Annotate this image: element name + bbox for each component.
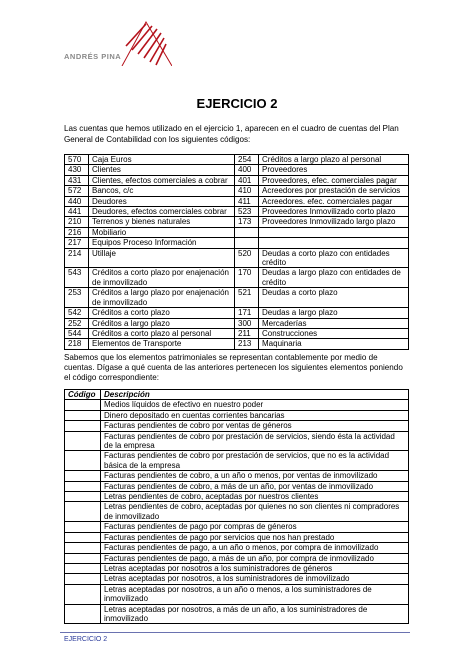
account-name: Créditos a corto plazo	[89, 308, 235, 318]
account-code: 544	[65, 328, 89, 338]
account-name: Acreedores. efec. comerciales pagar	[259, 196, 409, 206]
account-code: 570	[65, 155, 89, 165]
account-name: Proveedores	[259, 165, 409, 175]
account-code: 252	[65, 318, 89, 328]
description-cell: Facturas pendientes de cobro por prestación de servicios, que no es la actividad básica de la empresa	[101, 451, 409, 471]
code-cell[interactable]	[65, 481, 101, 491]
account-name: Clientes, efectos comerciales a cobrar	[89, 175, 235, 185]
code-cell[interactable]	[65, 471, 101, 481]
account-code: 253	[65, 288, 89, 308]
account-code: 520	[235, 248, 259, 268]
table-row	[65, 481, 409, 491]
account-code: 410	[235, 186, 259, 196]
account-code: 411	[235, 196, 259, 206]
account-row	[65, 207, 409, 217]
account-code: 523	[235, 207, 259, 217]
code-cell[interactable]	[65, 584, 101, 604]
account-code: 213	[235, 339, 259, 349]
code-cell[interactable]	[65, 563, 101, 573]
table-row	[65, 563, 409, 573]
account-name: Deudas a largo plazo	[259, 308, 409, 318]
account-name: Deudores	[89, 196, 235, 206]
code-cell[interactable]	[65, 492, 101, 502]
account-name: Construcciones	[259, 328, 409, 338]
table-row	[65, 604, 409, 624]
account-code: 543	[65, 268, 89, 288]
account-row	[65, 248, 409, 268]
description-cell: Letras aceptadas por nosotros, a más de un año, a los suministradores de inmovilizado	[101, 604, 409, 624]
description-cell: Facturas pendientes de pago, a más de un año, por compra de inmovilizado	[101, 553, 409, 563]
account-row	[65, 339, 409, 349]
intro-text: Las cuentas que hemos utilizado en el ejercicio 1, aparecen en el cuadro de cuentas del Plan General de Contabilidad con los siguientes códigos:	[64, 124, 399, 144]
code-cell[interactable]	[65, 451, 101, 471]
account-name: Deudas a largo plazo con entidades de crédito	[259, 268, 409, 288]
account-name: Elementos de Transporte	[89, 339, 235, 349]
table-row	[65, 400, 409, 410]
account-name: Deudores, efectos comerciales cobrar	[89, 207, 235, 217]
description-cell: Facturas pendientes de cobro por prestación de servicios, siendo ésta la actividad de la empresa	[101, 431, 409, 451]
account-code: 171	[235, 308, 259, 318]
table-row	[65, 451, 409, 471]
account-code: 214	[65, 248, 89, 268]
account-name: Utillaje	[89, 248, 235, 268]
accounts-table	[64, 154, 409, 350]
table-row	[65, 532, 409, 542]
account-code: 210	[65, 217, 89, 227]
account-row	[65, 165, 409, 175]
description-cell: Letras aceptadas por nosotros, a los suministradores de inmovilizado	[101, 574, 409, 584]
account-row	[65, 238, 409, 248]
account-code: 521	[235, 288, 259, 308]
table-row	[65, 471, 409, 481]
account-row	[65, 288, 409, 308]
instructions-paragraph: Sabemos que los elementos patrimoniales se representan contablemente por medio de cuentas. Dígase a qué cuenta de las anteriores pertenecen los siguientes elementos poniendo el código correspondiente:	[64, 353, 403, 383]
account-code: 300	[235, 318, 259, 328]
table-row	[65, 502, 409, 522]
account-name: Créditos a corto plazo por enajenación de inmovilizado	[89, 268, 235, 288]
table-row	[65, 553, 409, 563]
description-cell: Letras pendientes de cobro, aceptadas por nuestros clientes	[101, 492, 409, 502]
account-code: 170	[235, 268, 259, 288]
account-name: Deudas a corto plazo	[259, 288, 409, 308]
description-cell: Facturas pendientes de pago por compras de géneros	[101, 522, 409, 532]
description-cell: Facturas pendientes de cobro, a un año o menos, por ventas de inmovilizado	[101, 471, 409, 481]
account-name: Créditos a largo plazo	[89, 318, 235, 328]
account-code: 216	[65, 227, 89, 237]
description-cell: Letras aceptadas por nosotros a los suministradores de géneros	[101, 563, 409, 573]
table-row	[65, 543, 409, 553]
header-codigo: Código	[65, 390, 101, 400]
table-row	[65, 421, 409, 431]
account-code	[235, 238, 259, 248]
account-code	[235, 227, 259, 237]
description-cell: Facturas pendientes de pago, a un año o menos, por compra de inmovilizado	[101, 543, 409, 553]
account-name: Proveedores, efec. comerciales pagar	[259, 175, 409, 185]
page-title: EJERCICIO 2	[196, 96, 278, 111]
account-row	[65, 186, 409, 196]
account-code: 542	[65, 308, 89, 318]
account-row	[65, 318, 409, 328]
code-cell[interactable]	[65, 431, 101, 451]
account-name: Créditos a largo plazo al personal	[259, 155, 409, 165]
account-name: Mobiliario	[89, 227, 235, 237]
account-name: Mercaderías	[259, 318, 409, 328]
account-name: Terrenos y bienes naturales	[89, 217, 235, 227]
footer-text: EJERCICIO 2	[64, 636, 108, 643]
code-cell[interactable]	[65, 543, 101, 553]
code-cell[interactable]	[65, 502, 101, 522]
account-row	[65, 155, 409, 165]
code-cell[interactable]	[65, 410, 101, 420]
account-row	[65, 196, 409, 206]
account-code: 431	[65, 175, 89, 185]
description-cell: Facturas pendientes de cobro, a más de un año, por ventas de inmovilizado	[101, 481, 409, 491]
account-code: 430	[65, 165, 89, 175]
account-name: Deudas a corto plazo con entidades crédito	[259, 248, 409, 268]
account-name: Créditos a corto plazo al personal	[89, 328, 235, 338]
account-row	[65, 175, 409, 185]
code-cell[interactable]	[65, 553, 101, 563]
account-row	[65, 217, 409, 227]
account-name: Bancos, c/c	[89, 186, 235, 196]
account-code: 217	[65, 238, 89, 248]
description-cell: Facturas pendientes de pago por servicios que nos han prestado	[101, 532, 409, 542]
description-cell: Facturas pendientes de cobro por ventas de géneros	[101, 421, 409, 431]
table-row	[65, 584, 409, 604]
account-name: Clientes	[89, 165, 235, 175]
code-cell[interactable]	[65, 532, 101, 542]
account-code: 254	[235, 155, 259, 165]
code-cell[interactable]	[65, 574, 101, 584]
account-code: 218	[65, 339, 89, 349]
account-name: Créditos a largo plazo por enajenación de inmovilizado	[89, 288, 235, 308]
account-row	[65, 227, 409, 237]
elements-table	[64, 389, 409, 624]
description-cell: Dinero depositado en cuentas corrientes bancarias	[101, 410, 409, 420]
account-name: Proveedores Inmovilizado corto plazo	[259, 207, 409, 217]
footer-divider	[60, 632, 410, 633]
code-cell[interactable]	[65, 604, 101, 624]
account-name	[259, 227, 409, 237]
header-descripcion: Descripción	[101, 390, 409, 400]
table-row	[65, 522, 409, 532]
account-code: 440	[65, 196, 89, 206]
code-cell[interactable]	[65, 421, 101, 431]
account-row	[65, 328, 409, 338]
account-code: 572	[65, 186, 89, 196]
table-row	[65, 574, 409, 584]
account-code: 401	[235, 175, 259, 185]
description-cell: Medios líquidos de efectivo en nuestro poder	[101, 400, 409, 410]
table-row	[65, 492, 409, 502]
account-name	[259, 238, 409, 248]
account-code: 173	[235, 217, 259, 227]
table-row	[65, 431, 409, 451]
account-code: 400	[235, 165, 259, 175]
account-name: Acreedores por prestación de servicios	[259, 186, 409, 196]
description-cell: Letras aceptadas por nosotros, a un año o menos, a los suministradores de inmovilizado	[101, 584, 409, 604]
account-name: Proveedores Inmovilizado largo plazo	[259, 217, 409, 227]
account-name: Equipos Proceso Información	[89, 238, 235, 248]
account-code: 211	[235, 328, 259, 338]
account-row	[65, 308, 409, 318]
description-cell: Letras pendientes de cobro, aceptadas por quienes no son clientes ni compradores de inmovilizado	[101, 502, 409, 522]
logo-text: ANDRÉS PINA	[64, 52, 122, 61]
code-cell[interactable]	[65, 400, 101, 410]
account-row	[65, 268, 409, 288]
account-code: 441	[65, 207, 89, 217]
account-name: Maquinaria	[259, 339, 409, 349]
code-cell[interactable]	[65, 522, 101, 532]
account-name: Caja Euros	[89, 155, 235, 165]
table-row	[65, 410, 409, 420]
